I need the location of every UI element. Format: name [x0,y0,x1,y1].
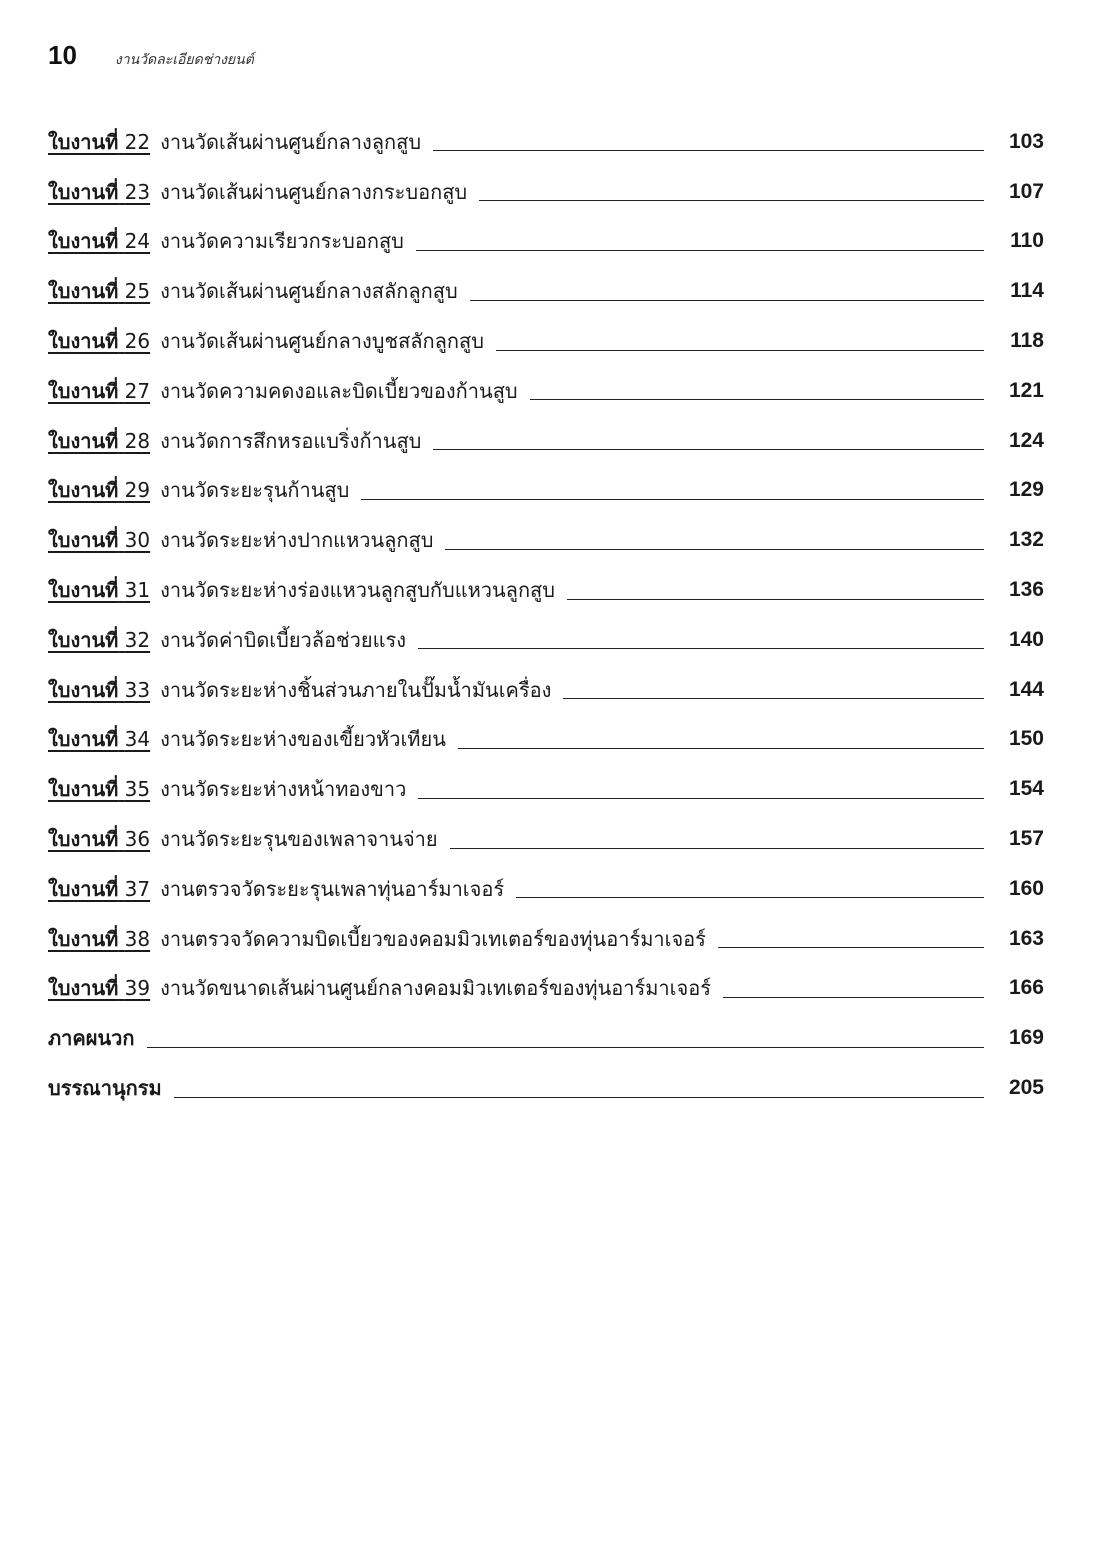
worksheet-title: งานวัดเส้นผ่านศูนย์กลางสลักลูกสูบ [160,279,458,304]
worksheet-prefix: ใบงานที่ [48,129,119,154]
worksheet-number: 24 [124,229,151,254]
worksheet-number: 38 [124,926,151,951]
worksheet-number: 22 [124,129,151,154]
worksheet-number: 37 [124,876,151,901]
worksheet-prefix: ใบงานที่ [48,428,119,453]
worksheet-number: 30 [124,528,151,553]
running-title: งานวัดละเอียดช่างยนต์ [114,52,254,68]
toc-entry-label [48,325,484,357]
toc-entry-page: 103 [1008,129,1044,153]
worksheet-title: งานวัดความเรียวกระบอกสูบ [160,229,404,254]
worksheet-title: งานวัดการสึกหรอแบริ่งก้านสูบ [160,428,422,453]
page-number: 10 [48,40,77,70]
toc-leader-line [361,499,984,500]
toc-entry-label [48,923,706,955]
worksheet-prefix: ใบงานที่ [48,279,119,304]
worksheet-prefix: ใบงานที่ [48,777,119,802]
toc-entry-worksheet-22 [48,117,1044,167]
worksheet-prefix: ใบงานที่ [48,976,119,1001]
worksheet-prefix: ใบงานที่ [48,478,119,503]
toc-entry-worksheet-36 [48,814,1044,864]
toc-entry-label [48,176,467,208]
worksheet-title: งานวัดค่าบิดเบี้ยวล้อช่วยแรง [160,627,406,652]
toc-leader-line [567,599,984,600]
worksheet-number: 31 [124,578,151,603]
worksheet-number: 39 [124,976,151,1001]
toc-entry-page: 110 [1010,229,1044,253]
worksheet-number: 28 [124,428,151,453]
table-of-contents [48,117,1044,1113]
worksheet-title: งานตรวจวัดระยะรุนเพลาทุ่นอาร์มาเจอร์ [160,876,505,901]
worksheet-prefix: ใบงานที่ [48,827,119,852]
toc-leader-line [174,1097,984,1098]
toc-entry-worksheet-31 [48,565,1044,615]
toc-entry-worksheet-28 [48,416,1044,466]
toc-entry-page: 166 [1008,976,1044,1000]
worksheet-prefix: ใบงานที่ [48,578,119,603]
worksheet-number: 35 [124,777,151,802]
toc-leader-line [418,798,984,799]
toc-entry-label [48,225,404,257]
toc-leader-line [470,300,984,301]
toc-entry-worksheet-29 [48,466,1044,516]
toc-leader-line [723,997,984,998]
toc-leader-line [718,947,984,948]
worksheet-title: งานวัดระยะรุนของเพลาจานจ่าย [160,827,438,852]
worksheet-number: 23 [124,179,151,204]
toc-entry-worksheet-23 [48,167,1044,217]
toc-leader-line [418,648,984,649]
worksheet-title: งานวัดระยะห่างปากแหวนลูกสูบ [160,528,434,553]
worksheet-prefix: ใบงานที่ [48,528,119,553]
toc-entry-worksheet-35 [48,764,1044,814]
worksheet-number: 33 [124,677,151,702]
toc-leader-line [433,150,984,151]
toc-entry-label [48,126,421,158]
toc-entry-label [48,723,446,755]
worksheet-prefix: ใบงานที่ [48,378,119,403]
toc-leader-line [479,200,984,201]
toc-entry-label [48,524,433,556]
toc-entry-title: บรรณานุกรม [48,1076,162,1101]
toc-entry-worksheet-30 [48,515,1044,565]
toc-entry-appendix [48,1013,1044,1063]
toc-entry-title: ภาคผนวก [48,1026,135,1051]
toc-entry-bibliography [48,1063,1044,1113]
worksheet-prefix: ใบงานที่ [48,627,119,652]
toc-entry-page: 169 [1008,1026,1044,1050]
toc-leader-line [458,748,984,749]
worksheet-title: งานวัดระยะห่างของเขี้ยวหัวเทียน [160,727,446,752]
worksheet-title: งานวัดขนาดเส้นผ่านศูนย์กลางคอมมิวเทเตอร์ของทุ่นอาร์มาเจอร์ [160,976,711,1001]
worksheet-title: งานวัดเส้นผ่านศูนย์กลางลูกสูบ [160,129,422,154]
toc-entry-page: 121 [1008,378,1044,402]
toc-entry-worksheet-32 [48,615,1044,665]
toc-entry-label [48,674,551,706]
worksheet-number: 29 [124,478,151,503]
toc-entry-page: 129 [1008,478,1044,502]
toc-entry-worksheet-24 [48,217,1044,267]
toc-entry-page: 118 [1010,329,1044,353]
page-header [48,40,254,76]
toc-entry-worksheet-25 [48,266,1044,316]
worksheet-title: งานวัดระยะห่างร่องแหวนลูกสูบกับแหวนลูกสูบ [160,578,555,603]
toc-entry-page: 114 [1010,279,1044,303]
toc-entry-worksheet-39 [48,964,1044,1014]
worksheet-number: 27 [124,378,151,403]
toc-entry-page: 163 [1008,926,1044,950]
worksheet-title: งานตรวจวัดความบิดเบี้ยวของคอมมิวเทเตอร์ของทุ่นอาร์มาเจอร์ [160,926,706,951]
worksheet-number: 25 [124,279,151,304]
toc-entry-label [48,375,518,407]
toc-entry-page: 205 [1008,1076,1044,1100]
toc-entry-page: 136 [1008,578,1044,602]
toc-entry-worksheet-33 [48,665,1044,715]
worksheet-title: งานวัดระยะรุนก้านสูบ [160,478,350,503]
toc-leader-line [496,350,984,351]
worksheet-title: งานวัดเส้นผ่านศูนย์กลางบูชสลักลูกสูบ [160,329,484,354]
toc-entry-label [48,425,421,457]
toc-leader-line [450,848,984,849]
toc-entry-worksheet-34 [48,715,1044,765]
toc-entry-page: 124 [1008,428,1044,452]
toc-leader-line [416,250,984,251]
worksheet-title: งานวัดความคดงอและบิดเบี้ยวของก้านสูบ [160,378,518,403]
toc-entry-label [48,823,438,855]
worksheet-prefix: ใบงานที่ [48,727,119,752]
toc-entry-page: 157 [1008,827,1044,851]
worksheet-prefix: ใบงานที่ [48,229,119,254]
toc-entry-worksheet-27 [48,366,1044,416]
toc-entry-page: 150 [1008,727,1044,751]
toc-entry-worksheet-38 [48,914,1044,964]
toc-entry-page: 144 [1008,677,1044,701]
toc-entry-page: 140 [1008,627,1044,651]
toc-entry-page: 107 [1008,179,1044,203]
toc-entry-label [48,773,406,805]
worksheet-prefix: ใบงานที่ [48,876,119,901]
worksheet-number: 36 [124,827,151,852]
toc-entry-label [48,873,504,905]
toc-entry-label [48,474,349,506]
toc-entry-page: 132 [1008,528,1044,552]
toc-entry-worksheet-26 [48,316,1044,366]
worksheet-title: งานวัดระยะห่างชิ้นส่วนภายในปั๊มน้ำมันเครื่อง [160,677,552,702]
toc-entry-label [48,624,406,656]
worksheet-prefix: ใบงานที่ [48,926,119,951]
toc-entry-worksheet-37 [48,864,1044,914]
toc-entry-page: 160 [1008,876,1044,900]
toc-entry-label [48,972,711,1004]
toc-leader-line [516,897,984,898]
toc-entry-page: 154 [1008,777,1044,801]
worksheet-prefix: ใบงานที่ [48,677,119,702]
worksheet-number: 32 [124,627,151,652]
worksheet-prefix: ใบงานที่ [48,329,119,354]
toc-entry-label [48,275,458,307]
toc-leader-line [563,698,984,699]
toc-entry-label [48,574,555,606]
worksheet-prefix: ใบงานที่ [48,179,119,204]
worksheet-number: 26 [124,329,151,354]
worksheet-number: 34 [124,727,151,752]
toc-leader-line [147,1047,984,1048]
toc-leader-line [530,399,984,400]
worksheet-title: งานวัดระยะห่างหน้าทองขาว [160,777,407,802]
toc-leader-line [445,549,984,550]
toc-leader-line [433,449,984,450]
worksheet-title: งานวัดเส้นผ่านศูนย์กลางกระบอกสูบ [160,179,468,204]
